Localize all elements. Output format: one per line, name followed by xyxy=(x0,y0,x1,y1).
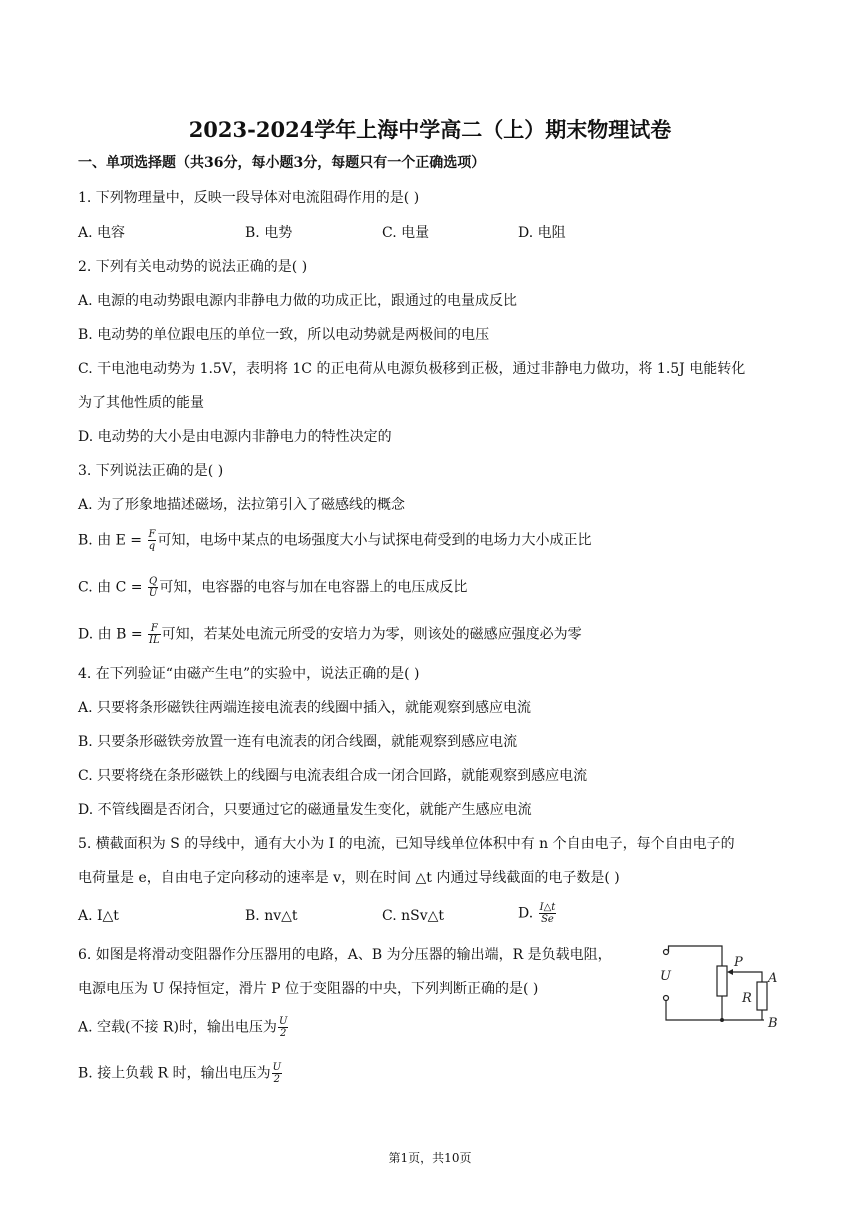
label-p: P xyxy=(734,955,743,970)
fraction-denominator: q xyxy=(148,541,156,552)
fraction-denominator: 2 xyxy=(273,1074,281,1085)
fraction-numerator: F xyxy=(148,623,161,635)
slider-arrow-icon xyxy=(727,969,733,975)
fraction xyxy=(539,902,557,925)
rheostat xyxy=(717,966,727,996)
q3-b-prefix: B. 由 E = xyxy=(78,532,147,549)
fraction xyxy=(148,623,161,646)
terminal-bottom xyxy=(664,996,669,1001)
question-5-stem-line2: 电荷量是 e，自由电子定向移动的速率是 v，则在时间 △t 内通过导线截面的电子数是( ) xyxy=(78,870,620,886)
top-wire xyxy=(669,946,723,966)
q4-option-c: C. 只要将绕在条形磁铁上的线圈与电流表组合成一闭合回路，就能观察到感应电流 xyxy=(78,768,588,784)
q3-option-d xyxy=(78,623,582,646)
question-6-stem-line2: 电源电压为 U 保持恒定，滑片 P 位于变阻器的中央，下列判断正确的是( ) xyxy=(78,981,539,997)
fraction xyxy=(148,576,158,599)
question-1-stem: 1. 下列物理量中，反映一段导体对电流阻碍作用的是( ) xyxy=(78,190,420,206)
fraction-numerator: F xyxy=(148,529,156,540)
fraction-denominator: Se xyxy=(541,914,554,925)
q6-option-a xyxy=(78,1016,289,1039)
question-5-stem-line1: 5. 横截面积为 S 的导线中，通有大小为 I 的电流，已知导线单位体积中有 n 个自由电子，每个自由电子的 xyxy=(78,836,735,852)
question-2-stem: 2. 下列有关电动势的说法正确的是( ) xyxy=(78,259,308,275)
fraction-numerator: Q xyxy=(149,576,158,587)
slider-wire xyxy=(730,972,762,980)
q3-d-suffix: 可知，若某处电流元所受的安培力为零，则该处的磁感应强度必为零 xyxy=(161,626,582,643)
fraction-denominator: IL xyxy=(149,635,160,646)
fraction-numerator: U xyxy=(272,1062,282,1073)
q2-option-d: D. 电动势的大小是由电源内非静电力的特性决定的 xyxy=(78,429,392,445)
q1-option-d: D. 电阻 xyxy=(518,225,566,241)
question-4-stem: 4. 在下列验证“由磁产生电”的实验中，说法正确的是( ) xyxy=(78,666,420,682)
q2-option-c-line2: 为了其他性质的能量 xyxy=(78,395,204,411)
junction-dot xyxy=(720,1018,724,1022)
q6-option-b xyxy=(78,1062,283,1085)
fraction-numerator: U xyxy=(278,1016,288,1027)
q3-c-prefix: C. 由 C = xyxy=(78,579,147,596)
section-heading: 一、单项选择题（共36分，每小题3分，每题只有一个正确选项） xyxy=(78,155,486,171)
q6-b-prefix: B. 接上负载 R 时，输出电压为 xyxy=(78,1065,271,1082)
q3-option-a: A. 为了形象地描述磁场，法拉第引入了磁感线的概念 xyxy=(78,497,406,513)
question-3-stem: 3. 下列说法正确的是( ) xyxy=(78,463,224,479)
q2-option-c-line1: C. 干电池电动势为 1.5V，表明将 1C 的正电荷从电源负极移到正极，通过非静电力做功，将 1.5J 电能转化 xyxy=(78,361,746,377)
label-u: U xyxy=(660,969,671,984)
fraction xyxy=(272,1062,282,1085)
fraction xyxy=(278,1016,288,1039)
exam-title: 2023-2024学年上海中学高二（上）期末物理试卷 xyxy=(188,117,672,142)
q4-option-b: B. 只要条形磁铁旁放置一连有电流表的闭合线圈，就能观察到感应电流 xyxy=(78,734,518,750)
load-resistor xyxy=(757,982,767,1010)
q5-option-c: C. nSv△t xyxy=(382,908,445,924)
q3-b-suffix: 可知，电场中某点的电场强度大小与试探电荷受到的电场力大小成正比 xyxy=(157,532,592,549)
q3-d-prefix: D. 由 B = xyxy=(78,626,147,643)
q5-option-a: A. I△t xyxy=(78,908,119,924)
q2-option-b: B. 电动势的单位跟电压的单位一致，所以电动势就是两极间的电压 xyxy=(78,327,490,343)
label-b: B xyxy=(768,1016,778,1031)
q5-d-prefix: D. xyxy=(518,905,538,922)
q1-option-b: B. 电势 xyxy=(245,225,293,241)
terminal-top xyxy=(664,950,669,955)
q2-option-a: A. 电源的电动势跟电源内非静电力做的功成正比，跟通过的电量成反比 xyxy=(78,293,518,309)
page-footer: 第1页，共10页 xyxy=(388,1151,472,1165)
q4-option-a: A. 只要将条形磁铁往两端连接电流表的线圈中插入，就能观察到感应电流 xyxy=(78,700,532,716)
q5-option-d xyxy=(518,902,557,925)
q1-option-c: C. 电量 xyxy=(382,225,430,241)
fraction-denominator: 2 xyxy=(279,1028,287,1039)
q3-option-b xyxy=(78,529,591,552)
q3-c-suffix: 可知，电容器的电容与加在电容器上的电压成反比 xyxy=(159,579,468,596)
label-a: A xyxy=(768,971,778,986)
label-r: R xyxy=(742,991,752,1006)
fraction xyxy=(148,529,157,552)
q1-option-a: A. 电容 xyxy=(78,225,126,241)
q6-a-prefix: A. 空载(不接 R)时，输出电压为 xyxy=(78,1019,277,1036)
fraction-numerator: I△t xyxy=(539,902,556,913)
voltage-divider-circuit-diagram xyxy=(656,942,786,1032)
q5-option-b: B. nv△t xyxy=(245,908,298,924)
fraction-denominator: U xyxy=(148,588,158,599)
question-6-stem-line1: 6. 如图是将滑动变阻器作分压器用的电路，A、B 为分压器的输出端，R 是负载电阻， xyxy=(78,947,612,963)
q3-option-c xyxy=(78,576,467,599)
q4-option-d: D. 不管线圈是否闭合，只要通过它的磁通量发生变化，就能产生感应电流 xyxy=(78,802,532,818)
